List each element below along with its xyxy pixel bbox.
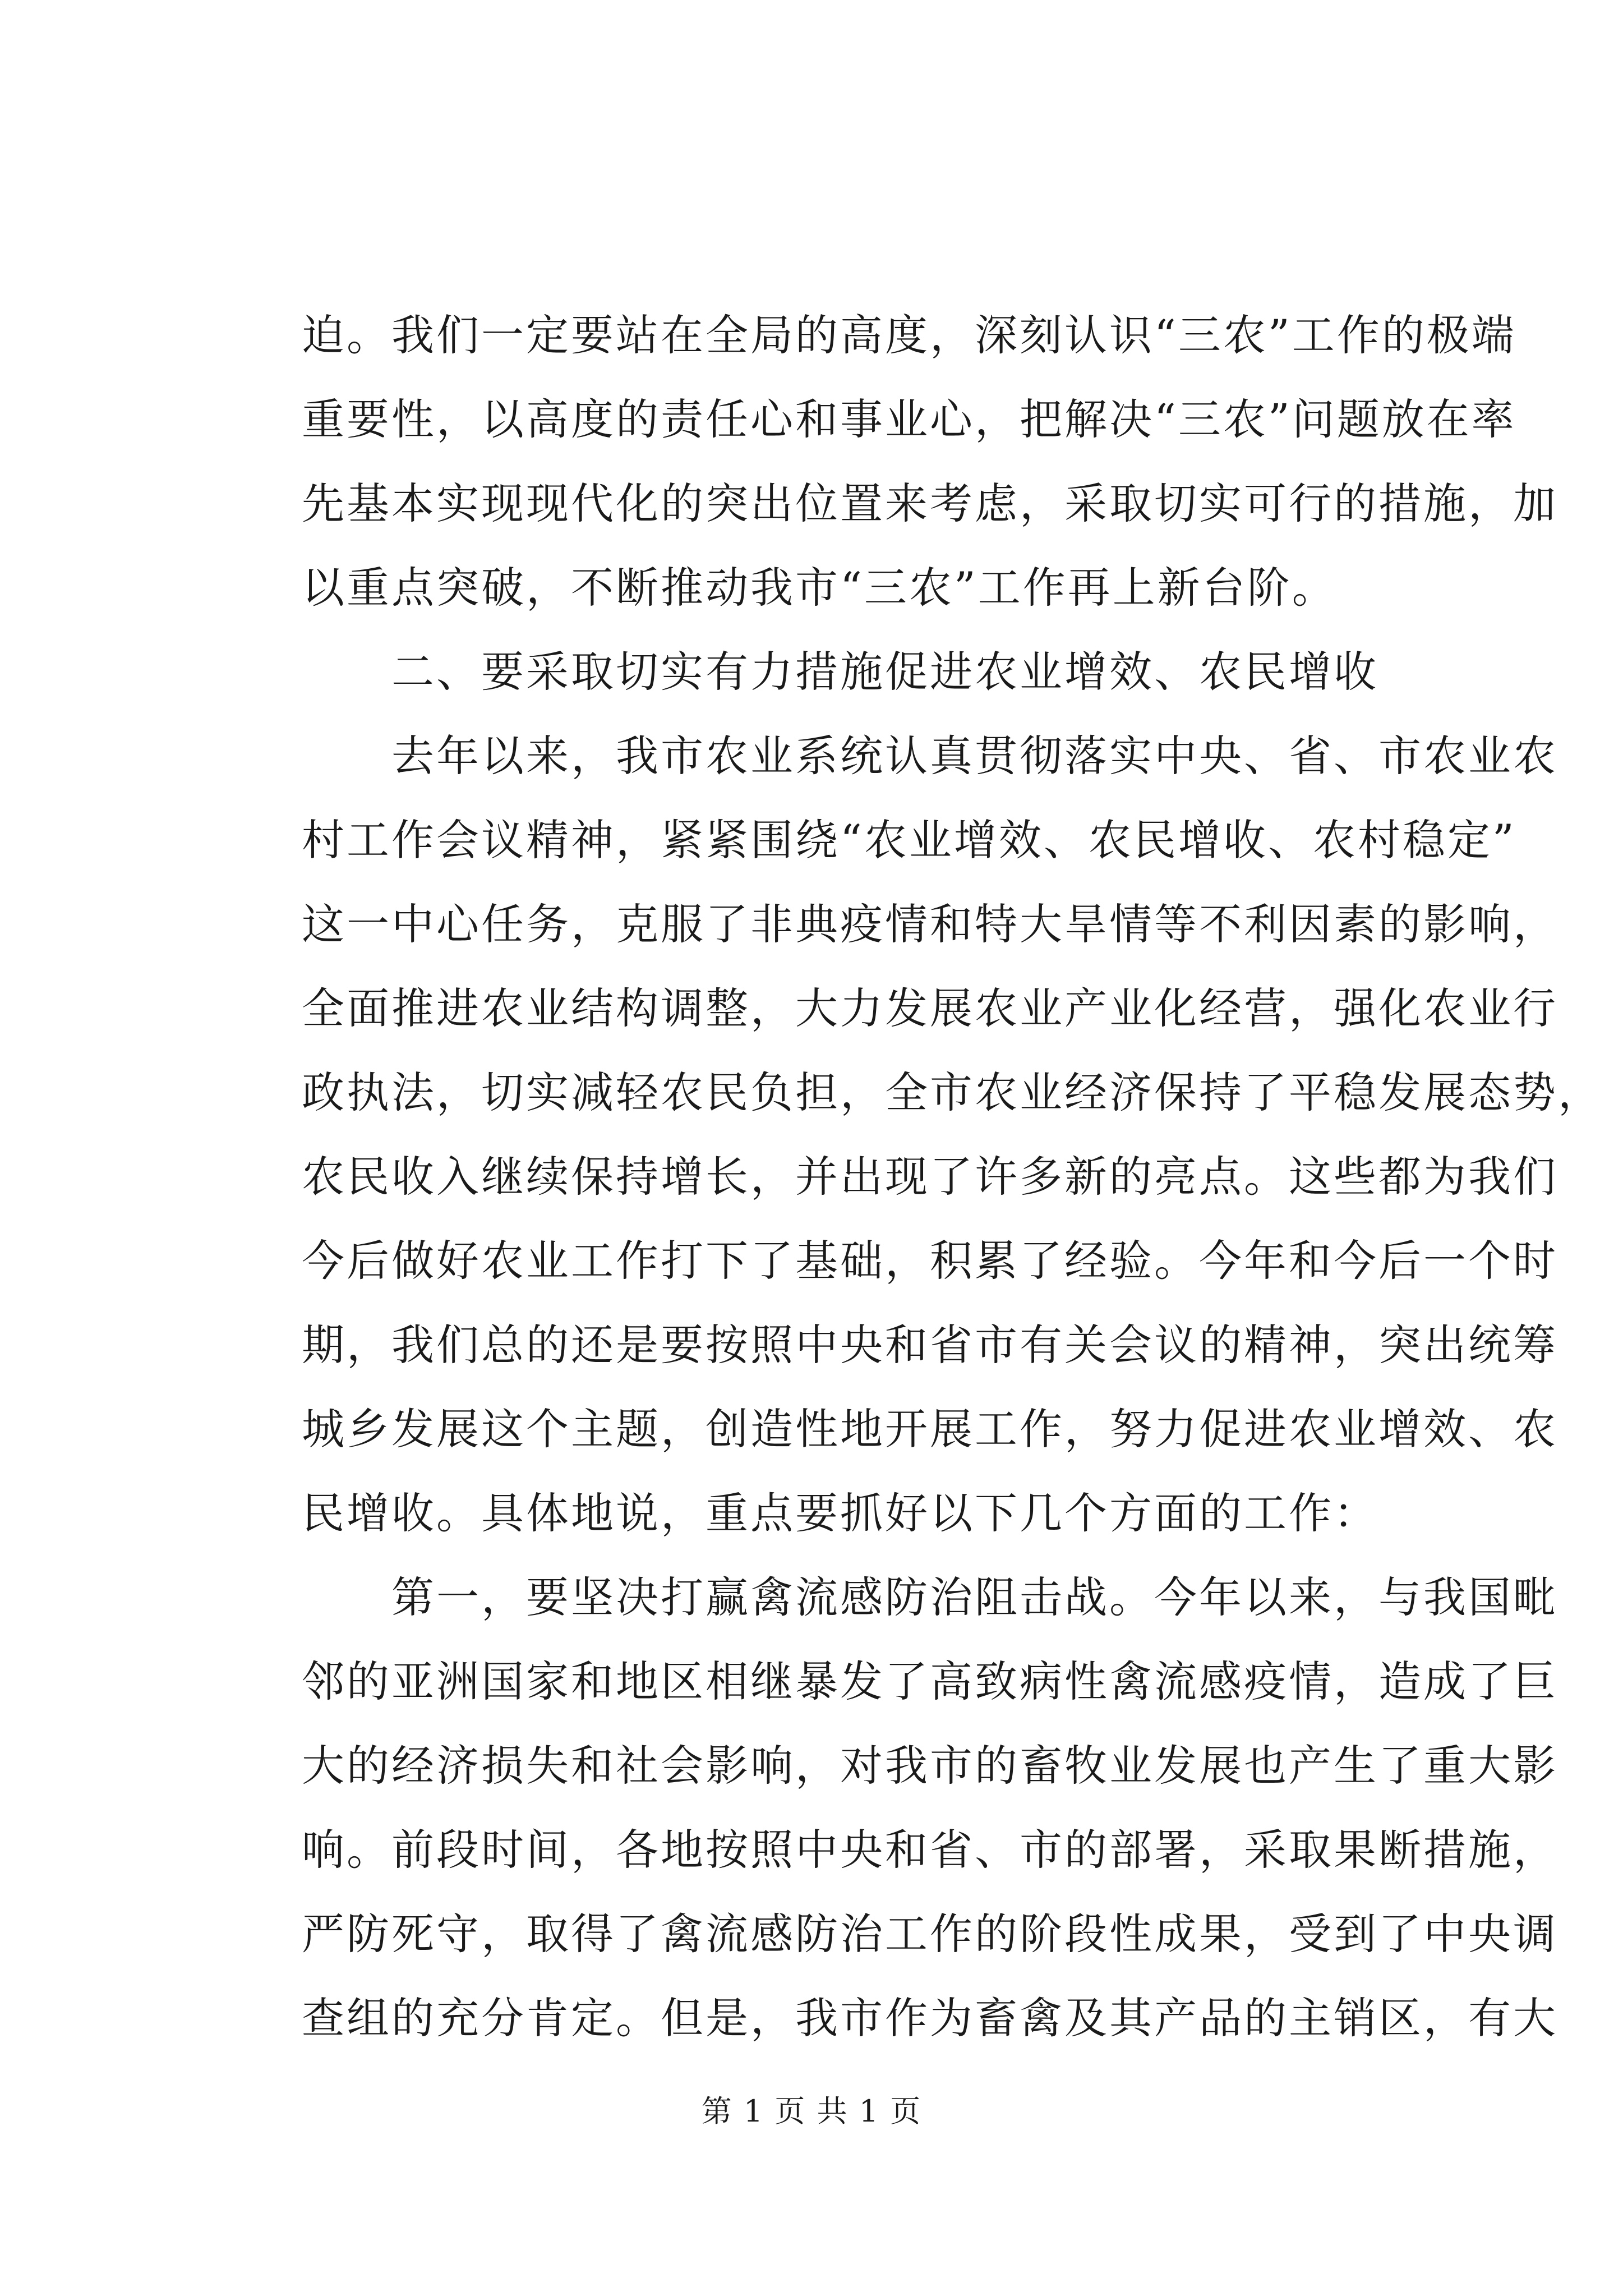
- text-line: 查组的充分肯定。但是，我市作为畜禽及其产品的主销区，有大: [302, 1993, 1558, 2043]
- text-line: 这一中心任务，克服了非典疫情和特大旱情等不利因素的影响，: [302, 899, 1558, 949]
- page-footer: [0, 2089, 1623, 2134]
- text-line: 城乡发展这个主题，创造性地开展工作，努力促进农业增效、农: [302, 1404, 1558, 1454]
- text-line: 农民收入继续保持增长，并出现了许多新的亮点。这些都为我们: [302, 1152, 1558, 1202]
- text-line: 大的经济损失和社会影响，对我市的畜牧业发展也产生了重大影: [302, 1741, 1558, 1791]
- text-line: 期，我们总的还是要按照中央和省市有关会议的精神，突出统筹: [302, 1320, 1558, 1370]
- text-line: 第一，要坚决打赢禽流感防治阻击战。今年以来，与我国毗: [391, 1572, 1558, 1622]
- text-line: 民增收。具体地说，重点要抓好以下几个方面的工作：: [302, 1488, 1378, 1538]
- section-heading: 二、要采取切实有力措施促进农业增效、农民增收: [391, 647, 1378, 697]
- text-line: 邻的亚洲国家和地区相继暴发了高致病性禽流感疫情，造成了巨: [302, 1657, 1558, 1706]
- text-line: 重要性，以高度的责任心和事业心，把解决“三农”问题放在率: [302, 394, 1516, 444]
- text-line: 全面推进农业结构调整，大力发展农业产业化经营，强化农业行: [302, 983, 1558, 1033]
- text-line: 响。前段时间，各地按照中央和省、市的部署，采取果断措施，: [302, 1825, 1558, 1875]
- text-line: 村工作会议精神，紧紧围绕“农业增效、农民增收、农村稳定”: [302, 815, 1516, 865]
- text-line: 迫。我们一定要站在全局的高度，深刻认识“三农”工作的极端: [302, 310, 1516, 360]
- text-line: 以重点突破，不断推动我市“三农”工作再上新台阶。: [302, 563, 1337, 613]
- page-number-label: 第 1 页 共 1 页: [701, 2093, 922, 2129]
- text-line: 先基本实现现代化的突出位置来考虑，采取切实可行的措施，加: [302, 478, 1558, 528]
- text-line: 政执法，切实减轻农民负担，全市农业经济保持了平稳发展态势，: [302, 1068, 1603, 1117]
- text-line: 今后做好农业工作打下了基础，积累了经验。今年和今后一个时: [302, 1236, 1558, 1286]
- text-line: 去年以来，我市农业系统认真贯彻落实中央、省、市农业农: [391, 731, 1558, 781]
- text-line: 严防死守，取得了禽流感防治工作的阶段性成果，受到了中央调: [302, 1909, 1558, 1959]
